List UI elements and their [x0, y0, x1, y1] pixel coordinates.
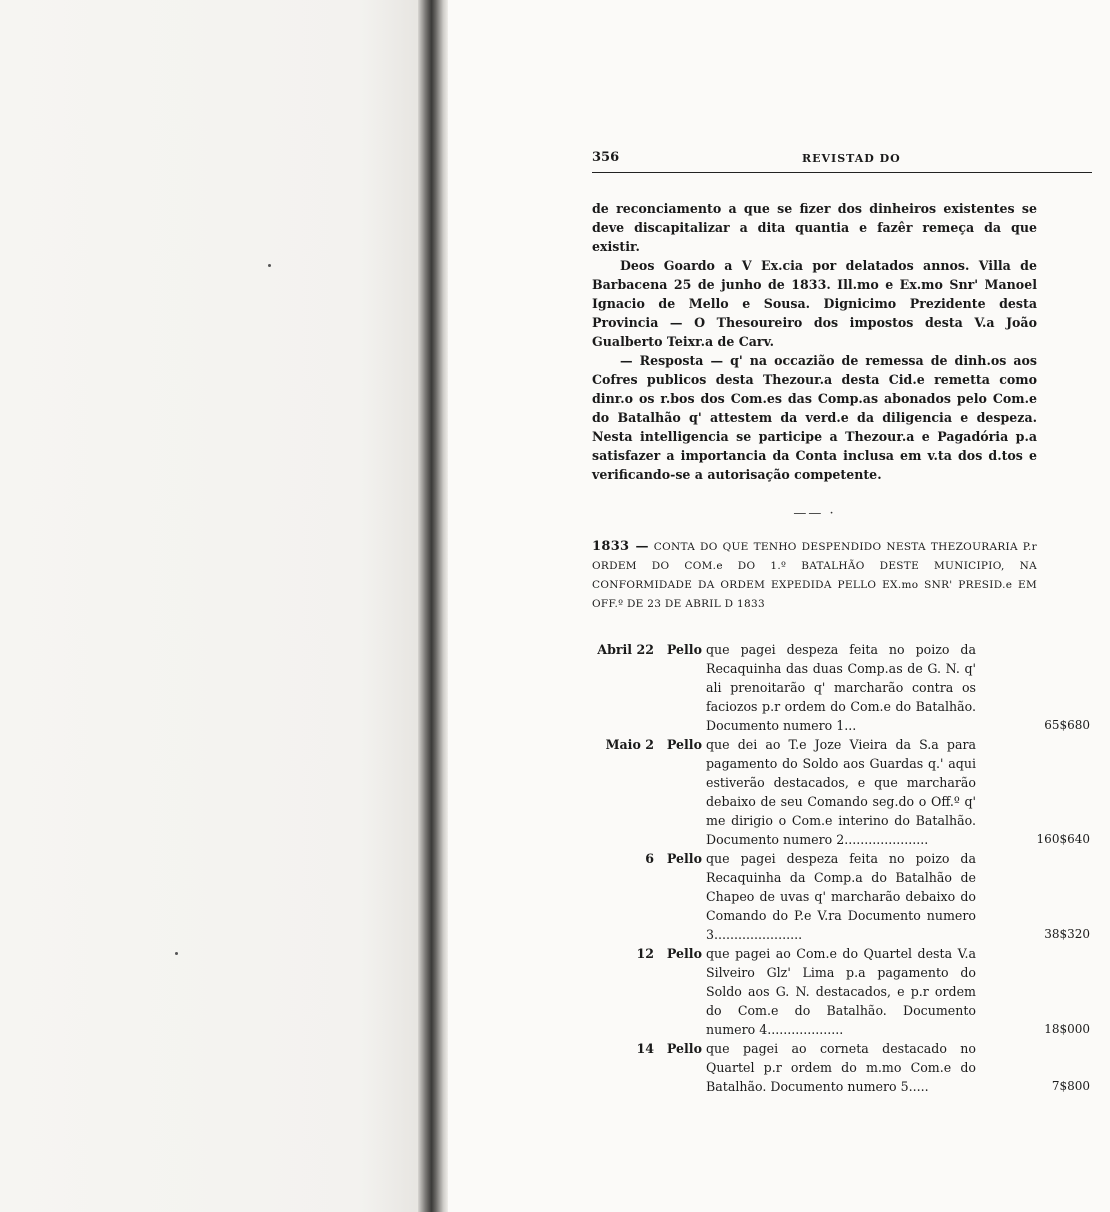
entry-pello: Pello: [666, 642, 702, 657]
entry-amount: 160$640: [1036, 832, 1090, 846]
account-year: 1833 —: [592, 539, 649, 554]
entry-amount: 18$000: [1044, 1022, 1090, 1036]
body-text: [592, 199, 1037, 484]
entry-date: Maio 2: [605, 737, 654, 752]
book-gutter: [418, 0, 448, 1212]
entry-pello: Pello: [666, 1041, 702, 1056]
entry-date: 12: [636, 946, 654, 961]
entry-description: que pagei despeza feita no poizo da Recaquinha das duas Comp.as de G. N. q' ali prenoitarão q' marcharão contra os faciozos p.r ordem do Com.e do Batalhão. Documento numero 1...: [706, 642, 976, 733]
account-entries: [592, 640, 1092, 1096]
account-heading: [592, 537, 1037, 614]
paper-speck: [268, 264, 271, 267]
paragraph: Deos Goardo a V Ex.cia por delatados annos. Villa de Barbacena 25 de junho de 1833. Ill.mo e Ex.mo Snr' Manoel Ignacio de Mello e Sousa. Dignicimo Prezidente desta Provincia — O Thesoureiro dos impostos desta V.a João Gualberto Teixr.a de Carv.: [592, 258, 1037, 349]
account-entry: [592, 944, 1092, 1039]
entry-date: 6: [645, 851, 654, 866]
entry-amount: 38$320: [1044, 927, 1090, 941]
running-head: REVISTAD DO: [802, 152, 901, 165]
paragraph: de reconciamento a que se fizer dos dinheiros existentes se deve discapitalizar a dita quantia e fazêr remeça da que existir.: [592, 201, 1037, 254]
entry-amount: 7$800: [1051, 1079, 1090, 1093]
entry-description: que dei ao T.e Joze Vieira da S.a para pagamento do Soldo aos Guardas q.' aqui estiverão destacados, e que marcharão debaixo de seu Comando seg.do o Off.º q' me dirigio o Com.e interino do Batalhão. Documento numero 2.....................: [706, 737, 976, 847]
account-entry: [592, 640, 1092, 735]
entry-description: que pagei despeza feita no poizo da Recaquinha da Comp.a do Batalhão de Chapeo de uvas q' marcharão debaixo do Comando do P.e V.ra Documento numero 3......................: [706, 851, 976, 942]
entry-pello: Pello: [666, 946, 702, 961]
entry-pello: Pello: [666, 851, 702, 866]
section-divider: —— ·: [793, 506, 836, 521]
account-entry: [592, 735, 1092, 849]
document-page: [592, 150, 1092, 1096]
paragraph: — Resposta — q' na occazião de remessa de dinh.os aos Cofres publicos desta Thezour.a desta Cid.e remetta como dinr.o os r.bos dos Com.es das Comp.as abonados pelo Com.e do Batalhão q' attestem da verd.e da diligencia e despeza. Nesta intelligencia se participe a Thezour.a e Pagadória p.a satisfazer a importancia da Conta inclusa em v.ta dos d.tos e verificando-se a autorisação competente.: [592, 353, 1037, 482]
account-heading-text: CONTA DO QUE TENHO DESPENDIDO NESTA THEZOURARIA P.r ORDEM DO COM.e DO 1.º BATALHÃO DESTE MUNICIPIO, NA CONFORMIDADE DA ORDEM EXPEDIDA PELLO EX.mo SNR' PRESID.e EM OFF.º DE 23 DE ABRIL D 1833: [592, 541, 1037, 610]
entry-date: Abril 22: [597, 642, 654, 657]
entry-pello: Pello: [666, 737, 702, 752]
left-page-blank: [0, 0, 425, 1212]
account-entry: [592, 1039, 1092, 1096]
account-entry: [592, 849, 1092, 944]
page-header: [592, 150, 1092, 173]
entry-description: que pagei ao corneta destacado no Quartel p.r ordem do m.mo Com.e do Batalhão. Documento numero 5.....: [706, 1041, 976, 1094]
entry-date: 14: [636, 1041, 654, 1056]
page-number: 356: [592, 150, 620, 165]
paper-speck: [175, 952, 178, 955]
entry-amount: 65$680: [1044, 718, 1090, 732]
entry-description: que pagei ao Com.e do Quartel desta V.a Silveiro Glz' Lima p.a pagamento do Soldo aos G. N. destacados, e p.r ordem do Com.e do Batalhão. Documento numero 4...................: [706, 946, 976, 1037]
